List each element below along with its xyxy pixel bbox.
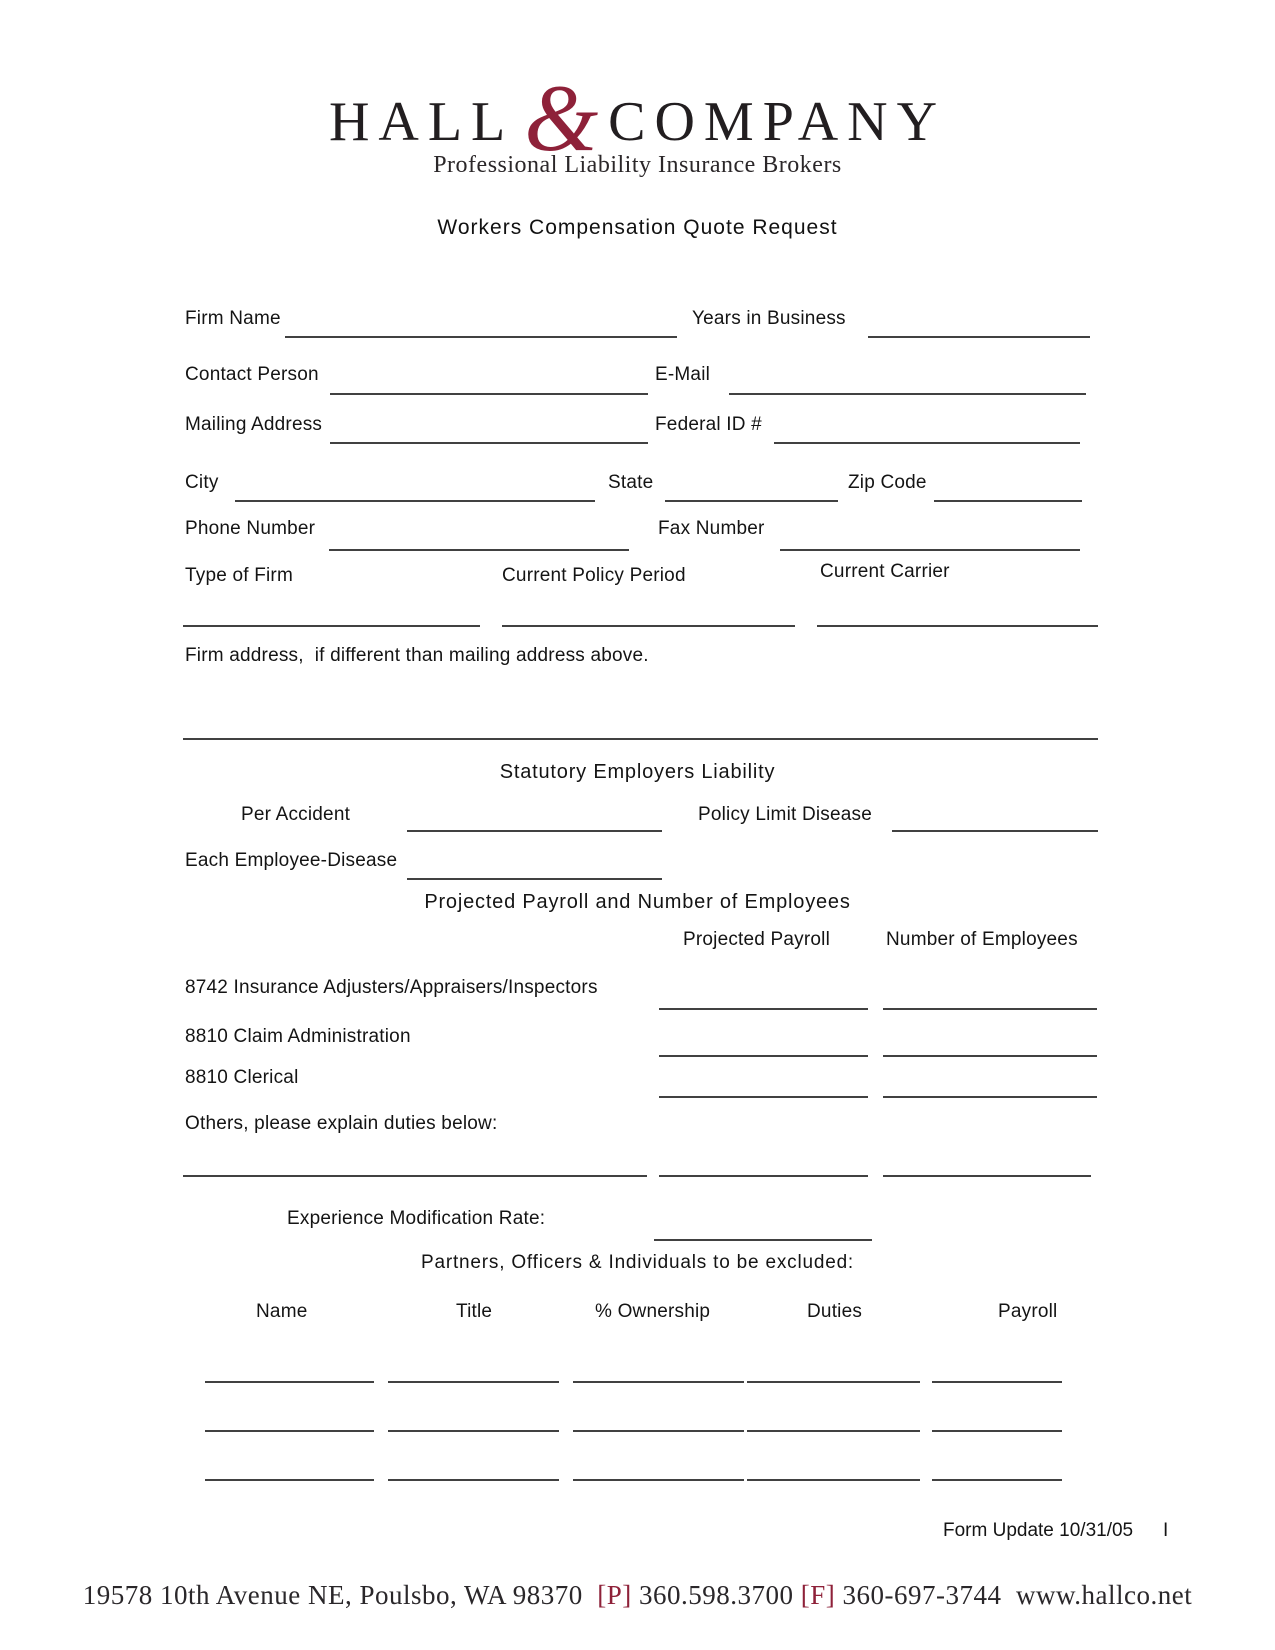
each-employee-disease-label: Each Employee-Disease [185,850,398,871]
state-label: State [608,472,654,493]
others-duties-input-line[interactable] [183,1175,647,1177]
class-8742-payroll-input-line[interactable] [659,1008,868,1010]
footer-contact-line [0,1580,1275,1611]
logo-ampersand-icon: & [524,65,599,171]
current-carrier-label: Current Carrier [820,561,950,582]
phone-number-input-line[interactable] [329,549,629,551]
footer-fax: 360-697-3744 [842,1580,1002,1610]
years-in-business-input-line[interactable] [868,336,1090,338]
partners-column-ownership: % Ownership [595,1301,711,1322]
federal-id-label: Federal ID # [655,414,762,435]
current-policy-period-input-line[interactable] [502,625,795,627]
class-8810-claim-employees-input-line[interactable] [883,1055,1097,1057]
phone-number-label: Phone Number [185,518,316,539]
city-label: City [185,472,219,493]
footer-phone-bracket: [P] [597,1580,632,1610]
zip-code-input-line[interactable] [934,500,1082,502]
number-of-employees-column-header: Number of Employees [886,929,1078,950]
partners-column-name: Name [256,1301,308,1322]
payroll-section-heading: Projected Payroll and Number of Employees [424,891,851,913]
zip-code-label: Zip Code [848,472,927,493]
partners-section-heading: Partners, Officers & Individuals to be excluded: [420,1252,855,1273]
footer-website: www.hallco.net [1016,1580,1193,1610]
form-title: Workers Compensation Quote Request [437,216,838,239]
current-carrier-input-line[interactable] [817,625,1098,627]
partner-row3-name-input-line[interactable] [205,1479,374,1481]
others-employees-input-line[interactable] [883,1175,1091,1177]
partners-column-payroll: Payroll [998,1301,1058,1322]
partner-row1-name-input-line[interactable] [205,1381,374,1383]
partner-row3-duties-input-line[interactable] [747,1479,920,1481]
class-8742-employees-input-line[interactable] [883,1008,1097,1010]
partner-row3-payroll-input-line[interactable] [932,1479,1062,1481]
per-accident-label: Per Accident [241,804,351,825]
partner-row2-ownership-input-line[interactable] [573,1430,744,1432]
city-input-line[interactable] [235,500,595,502]
partners-column-title: Title [456,1301,493,1322]
per-accident-input-line[interactable] [407,830,662,832]
others-explain-note: Others, please explain duties below: [185,1113,498,1134]
projected-payroll-column-header: Projected Payroll [683,929,831,950]
class-row-8742-label: 8742 Insurance Adjusters/Appraisers/Inspectors [185,977,598,998]
partner-row2-duties-input-line[interactable] [747,1430,920,1432]
partner-row1-payroll-input-line[interactable] [932,1381,1062,1383]
class-8810-claim-payroll-input-line[interactable] [659,1055,868,1057]
email-input-line[interactable] [729,393,1086,395]
firm-address-input-line[interactable] [183,738,1098,740]
email-label: E-Mail [655,364,711,385]
experience-modification-rate-input-line[interactable] [654,1239,872,1241]
contact-person-label: Contact Person [185,364,319,385]
partner-row1-duties-input-line[interactable] [747,1381,920,1383]
partners-column-duties: Duties [807,1301,863,1322]
partner-row2-payroll-input-line[interactable] [932,1430,1062,1432]
type-of-firm-input-line[interactable] [183,625,480,627]
firm-name-label: Firm Name [185,308,281,329]
partner-row1-ownership-input-line[interactable] [573,1381,744,1383]
footer-fax-bracket: [F] [800,1580,836,1610]
current-policy-period-label: Current Policy Period [502,565,686,586]
logo-word-company: COMPANY [608,91,947,153]
mailing-address-label: Mailing Address [185,414,323,435]
state-input-line[interactable] [665,500,838,502]
class-8810-clerical-payroll-input-line[interactable] [659,1096,868,1098]
form-update-suffix: I [1163,1520,1169,1541]
class-8810-clerical-employees-input-line[interactable] [883,1096,1097,1098]
type-of-firm-label: Type of Firm [185,565,293,586]
logo-word-hall: HALL [328,91,515,153]
partner-row3-ownership-input-line[interactable] [573,1479,744,1481]
footer-address: 19578 10th Avenue NE, Poulsbo, WA 98370 [82,1580,583,1610]
partner-row2-title-input-line[interactable] [388,1430,559,1432]
partner-row2-name-input-line[interactable] [205,1430,374,1432]
fax-number-input-line[interactable] [780,549,1080,551]
federal-id-input-line[interactable] [774,442,1080,444]
years-in-business-label: Years in Business [692,308,846,329]
form-update-text: Form Update 10/31/05 [943,1520,1134,1541]
statutory-section-heading: Statutory Employers Liability [499,761,776,783]
logo-tagline: Professional Liability Insurance Brokers [433,152,842,178]
class-row-8810-clerical-label: 8810 Clerical [185,1067,299,1088]
fax-number-label: Fax Number [658,518,765,539]
firm-address-note: Firm address, if different than mailing address above. [185,645,649,666]
each-employee-disease-input-line[interactable] [407,878,662,880]
policy-limit-disease-label: Policy Limit Disease [698,804,872,825]
partner-row3-title-input-line[interactable] [388,1479,559,1481]
others-payroll-input-line[interactable] [659,1175,868,1177]
partner-row1-title-input-line[interactable] [388,1381,559,1383]
contact-person-input-line[interactable] [330,393,648,395]
experience-modification-rate-label: Experience Modification Rate: [287,1208,546,1229]
policy-limit-disease-input-line[interactable] [892,830,1098,832]
footer-phone: 360.598.3700 [639,1580,794,1610]
mailing-address-input-line[interactable] [330,442,648,444]
class-row-8810-claim-label: 8810 Claim Administration [185,1026,411,1047]
firm-name-input-line[interactable] [285,336,677,338]
